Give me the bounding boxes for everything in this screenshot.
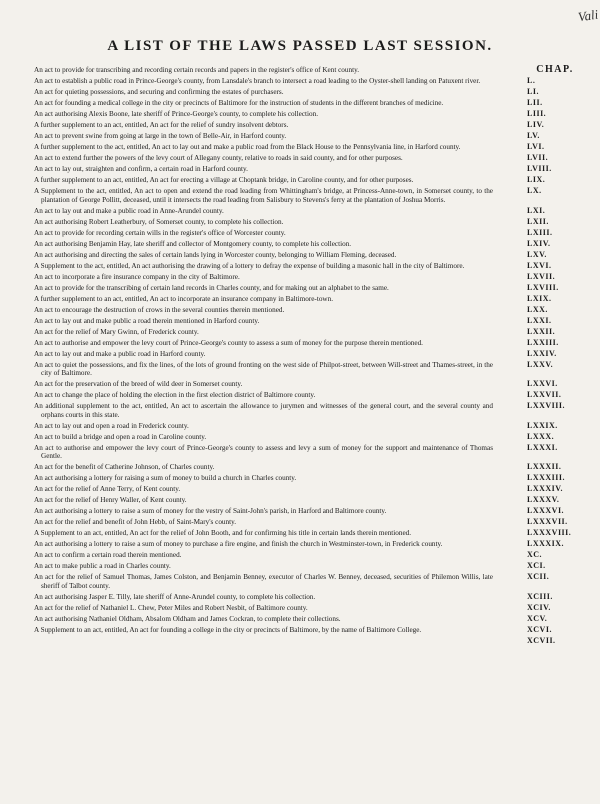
act-title: An act to prevent swine from going at large in the town of Belle-Air, in Harford county. — [34, 132, 287, 140]
act-entry — [34, 262, 594, 271]
act-title: An act authorising Robert Leatherbury, of Somerset county, to complete his collection. — [34, 217, 284, 226]
chapter-number: XCV. — [527, 613, 548, 623]
act-entry — [34, 176, 594, 185]
chapter-number: LXXXV. — [527, 495, 560, 504]
act-entry — [34, 529, 594, 538]
act-title: An act authorising a lottery to raise a sum of money for the vestry of Saint-John's parish, in Harford and Baltimore county. — [34, 507, 387, 515]
act-title: An act to quiet the possessions, and fix the lines, of the lots of ground fronting on the west side of Philpot-street, between Will-street and Thames-street, in the city of Baltimore. — [34, 360, 493, 377]
chapter-number: LXIX. — [527, 293, 552, 303]
act-entry — [34, 306, 594, 315]
act-title: A further supplement to the act, entitled, An act to lay out and make a public road from the Black House to the Pennsylvania line, in Harford county. — [34, 143, 461, 151]
act-entry — [34, 207, 594, 216]
act-entry — [34, 615, 594, 624]
chapter-number: XCIII. — [527, 591, 553, 601]
act-entry — [34, 240, 594, 249]
act-title: A further supplement to an act, entitled, An act for the relief of sundry insolvent debtors. — [34, 121, 289, 129]
act-entry — [34, 99, 594, 108]
chapter-number: LXV. — [527, 249, 547, 259]
act-entry — [34, 444, 594, 461]
chapter-number: XCIV. — [527, 602, 551, 612]
act-entry — [34, 339, 594, 348]
chapter-number: LXXI. — [527, 315, 552, 325]
act-entry — [34, 496, 594, 505]
act-title: An act to authorise and empower the levy court of Prince-George's county to assess and levy a sum of money for the support and maintenance of Thomas Gentle. — [34, 443, 493, 460]
chapter-number: LX. — [527, 186, 542, 195]
act-entry — [34, 295, 594, 304]
chapter-number: LII. — [527, 98, 543, 107]
act-title: An act authorising Jasper E. Tilly, late sheriff of Anne-Arundel county, to complete his collection. — [34, 592, 316, 601]
act-title: An act to extend further the powers of the levy court of Allegany county, relative to roads in said county, and for other purposes. — [34, 154, 403, 162]
chapter-number: XCI. — [527, 561, 546, 570]
chapter-number: LXVIII. — [527, 282, 559, 292]
chapter-number: LIV. — [527, 120, 545, 129]
chapter-number: XCII. — [527, 572, 550, 581]
act-entry — [34, 573, 594, 590]
chapter-number: LXXVII. — [527, 390, 562, 399]
chapter-number: LXI. — [527, 205, 546, 215]
act-title: An act for the relief and benefit of John Hebb, of Saint-Mary's county. — [34, 518, 237, 526]
chapter-number: LXX. — [527, 304, 548, 314]
acts-list — [34, 66, 594, 645]
act-entry — [34, 380, 594, 389]
act-title: An act authorising Nathaniel Oldham, Absalom Oldham and James Cockran, to complete their collections. — [34, 614, 341, 623]
act-entry — [34, 132, 594, 141]
act-title: A further supplement to an act, entitled, An act for erecting a village at Choptank bridge, in Caroline county, and for other purposes. — [34, 176, 414, 184]
act-title: An act to provide for transcribing and recording certain records and papers in the register's office of Kent county. — [34, 66, 360, 74]
chapter-number: LIII. — [527, 109, 547, 118]
chapter-number: LXXVI. — [527, 379, 558, 388]
act-entry — [34, 187, 594, 204]
chapter-number: LXVI. — [527, 260, 552, 270]
act-entry — [34, 229, 594, 238]
act-entry — [34, 110, 594, 119]
chapter-number: XCVI. — [527, 624, 552, 634]
act-entry — [34, 66, 594, 75]
chapter-number: LVI. — [527, 142, 545, 151]
act-title: An act for the preservation of the breed of wild deer in Somerset county. — [34, 380, 243, 388]
chapter-number: LXXIX. — [527, 420, 558, 430]
chapter-number: LXXXVII. — [527, 517, 568, 526]
act-title: A Supplement to the act, entitled, An act to open and extend the road leading from Whittingham's bridge, at Princess-Anne-town, in Somerset county, to the plantation of George Pollitt, deceased, until it intersects the road leading from Salisbury to Stevens's ferry at the plantation of Joshua Morris. — [34, 187, 493, 204]
act-title: An act to authorise and empower the levy court of Prince-George's county to assess a sum of money for the purpose therein mentioned. — [34, 338, 423, 347]
act-title: An act authorising and directing the sales of certain lands lying in Worcester county, belonging to William Fleming, deceased. — [34, 250, 397, 259]
chapter-number: LXXXIX. — [527, 539, 565, 548]
act-title: An act to confirm a certain road therein mentioned. — [34, 551, 182, 559]
chapter-number: LXIV. — [527, 238, 551, 248]
act-entry — [34, 422, 594, 431]
act-title: An act to make public a road in Charles county. — [34, 562, 171, 570]
chapter-number: LXXX. — [527, 431, 555, 441]
chapter-number: LXII. — [527, 216, 549, 226]
chapter-number: LI. — [527, 87, 539, 96]
act-title: An act authorising Alexis Boone, late sheriff of Prince-George's county, to complete his collection. — [34, 110, 318, 118]
act-entry — [34, 121, 594, 130]
act-title: An act to provide for recording certain wills in the register's office of Worcester county. — [34, 228, 286, 237]
act-title: A Supplement to an act, entitled, An act for founding a college in the city or precincts of Baltimore, by the name of Baltimore College. — [34, 625, 422, 634]
act-entry — [34, 391, 594, 400]
act-title: An act to lay out and make a public road in Harford county. — [34, 349, 206, 358]
act-title: An act to build a bridge and open a road in Caroline county. — [34, 432, 207, 441]
act-entry — [34, 218, 594, 227]
act-entry — [34, 637, 594, 646]
chapter-number: LXXIII. — [527, 337, 559, 347]
chapter-number: LXXXI. — [527, 442, 558, 452]
act-title: A further supplement to an act, entitled, An act to incorporate an insurance company in Baltimore-town. — [34, 294, 333, 303]
act-entry — [34, 485, 594, 494]
chapter-number: LV. — [527, 131, 540, 140]
chapter-number: LVII. — [527, 153, 549, 162]
chapter-number: LIX. — [527, 175, 546, 184]
act-title: An act to provide for the transcribing of certain land records in Charles county, and for making out an alphabet to the same. — [34, 283, 389, 292]
margin-note: Vali — [576, 6, 599, 25]
act-entry — [34, 251, 594, 260]
act-title: An act for the relief of Samuel Thomas, James Colston, and Benjamin Benney, executor of Charles W. Benney, deceased, securities of Philemon Willis, late sheriff of Talbot county. — [34, 573, 493, 590]
act-entry — [34, 551, 594, 560]
act-entry — [34, 350, 594, 359]
chapter-number: LXXIV. — [527, 348, 557, 358]
act-title: An act to incorporate a fire insurance company in the city of Baltimore. — [34, 272, 240, 281]
act-title: An act for the relief of Nathaniel L. Chew, Peter Miles and Robert Nesbit, of Baltimore county. — [34, 603, 308, 612]
act-title: An act for the relief of Henry Waller, of Kent county. — [34, 496, 187, 504]
act-entry — [34, 474, 594, 483]
act-title: A Supplement to the act, entitled, An act authorising the drawing of a lottery to defray the expense of building a masonic hall in the city of Baltimore. — [34, 261, 465, 270]
act-title: A Supplement to an act, entitled, An act for the relief of John Booth, and for confirming his title in certain lands therein mentioned. — [34, 529, 412, 537]
act-entry — [34, 77, 594, 86]
act-title: An act to lay out, straighten and confirm, a certain road in Harford county. — [34, 165, 248, 173]
chapter-number: LXXVIII. — [527, 401, 566, 410]
act-entry — [34, 433, 594, 442]
act-title: An act authorising Benjamin Hay, late sheriff and collector of Montgomery county, to complete his collection. — [34, 239, 352, 248]
chapter-number: XCVII. — [527, 635, 556, 645]
chapter-number: LXXXVI. — [527, 506, 565, 515]
act-title: An act to lay out and make a public road in Anne-Arundel county. — [34, 206, 224, 215]
act-entry — [34, 626, 594, 635]
act-entry — [34, 88, 594, 97]
act-entry — [34, 328, 594, 337]
act-entry — [34, 317, 594, 326]
act-entry — [34, 165, 594, 174]
chapter-number: XC. — [527, 550, 543, 559]
act-entry — [34, 593, 594, 602]
act-entry — [34, 604, 594, 613]
act-title: An act to change the place of holding the election in the first election district of Baltimore county. — [34, 391, 316, 399]
act-entry — [34, 402, 594, 419]
chapter-column-header: CHAP. — [536, 64, 574, 75]
act-entry — [34, 562, 594, 571]
act-title: An act authorising a lottery for raising a sum of money to build a church in Charles county. — [34, 474, 297, 482]
chapter-number: L. — [527, 76, 536, 85]
chapter-number: LXXII. — [527, 326, 556, 336]
act-title: An act to establish a public road in Prince-George's county, from Lansdale's branch to intersect a road leading to the Oyster-shell landing on Patuxent river. — [34, 77, 481, 85]
chapter-number: LXXV. — [527, 359, 554, 369]
act-title: An act for founding a medical college in the city or precincts of Baltimore for the instruction of students in the different branches of medicine. — [34, 99, 444, 107]
act-entry — [34, 540, 594, 549]
act-entry — [34, 143, 594, 152]
act-title: An act for quieting possessions, and securing and confirming the estates of purchasers. — [34, 88, 284, 96]
chapter-number: LVIII. — [527, 164, 552, 173]
chapter-number: LXXXII. — [527, 462, 562, 471]
act-title: An act to lay out and open a road in Frederick county. — [34, 421, 189, 430]
act-entry — [34, 154, 594, 163]
chapter-number: LXIII. — [527, 227, 553, 237]
act-entry — [34, 284, 594, 293]
act-entry — [34, 518, 594, 527]
act-title: An act authorising a lottery to raise a sum of money to purchase a fire engine, and finish the church in Westminster-town, in Frederick county. — [34, 540, 443, 548]
act-title: An act to encourage the destruction of crows in the several counties therein mentioned. — [34, 305, 285, 314]
chapter-number: LXXXIII. — [527, 473, 566, 482]
act-entry — [34, 463, 594, 472]
act-entry — [34, 361, 594, 378]
act-entry — [34, 273, 594, 282]
page-title: A LIST OF THE LAWS PASSED LAST SESSION. — [107, 38, 493, 54]
chapter-number: LXVII. — [527, 271, 556, 281]
chapter-number: LXXXIV. — [527, 484, 564, 493]
act-entry — [34, 507, 594, 516]
chapter-number: LXXXVIII. — [527, 528, 572, 537]
act-title: An additional supplement to the act, entitled, An act to ascertain the allowance to jurymen and witnesses of the general court, and the several county and orphans courts in this state. — [34, 402, 493, 419]
act-title: An act for the benefit of Catherine Johnson, of Charles county. — [34, 463, 215, 471]
act-title: An act for the relief of Anne Terry, of Kent county. — [34, 485, 181, 493]
act-title: An act to lay out and make public a road therein mentioned in Harford county. — [34, 316, 260, 325]
act-title: An act for the relief of Mary Gwinn, of Frederick county. — [34, 327, 199, 336]
